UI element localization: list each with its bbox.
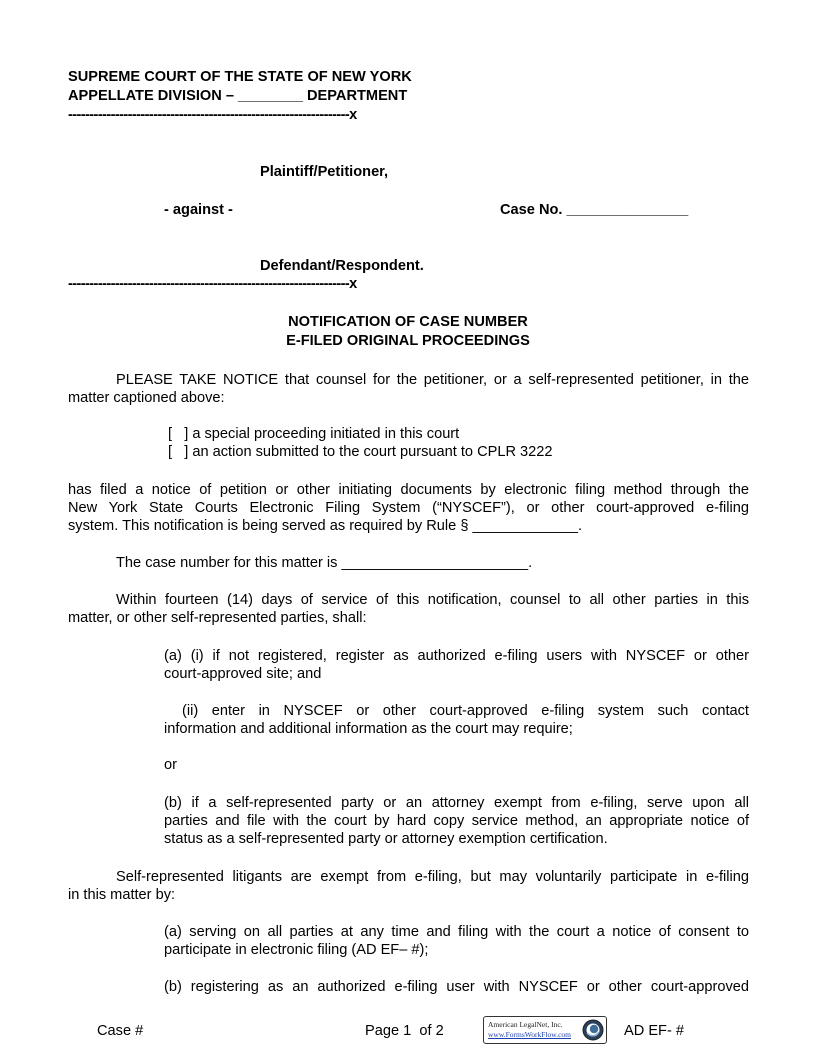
- against-label: - against -: [164, 202, 233, 218]
- item-line: participate in electronic filing (AD EF– #);: [164, 942, 429, 958]
- filing-paragraph-line: New York State Courts Electronic Filing System (“NYSCEF”), or other court-approved e-filing: [68, 500, 749, 516]
- department-line: APPELLATE DIVISION – ________ DEPARTMENT: [68, 88, 408, 104]
- paragraph-line: matter, or other self-represented parties, shall:: [68, 610, 367, 626]
- logo-company-name: American LegalNet, Inc.: [488, 1020, 563, 1029]
- footer-form-id: AD EF- #: [624, 1023, 685, 1039]
- court-name-line: SUPREME COURT OF THE STATE OF NEW YORK: [68, 69, 412, 85]
- item-line: status as a self-represented party or attorney exemption certification.: [164, 831, 608, 847]
- item-line: information and additional information as the court may require;: [164, 721, 573, 737]
- checkbox-special-proceeding[interactable]: [ ] a special proceeding initiated in this court: [168, 426, 460, 442]
- item-a-i: [164, 647, 749, 687]
- item-line: (ii) enter in NYSCEF or other court-approved e-filing system such contact: [182, 703, 749, 719]
- case-number-field: Case No. _______________: [500, 202, 689, 218]
- fourteen-days-paragraph: [68, 591, 749, 631]
- filing-paragraph: [68, 481, 749, 541]
- paragraph-line: in this matter by:: [68, 887, 176, 903]
- item-line: (a) (i) if not registered, register as authorized e-filing users with NYSCEF or other: [164, 648, 749, 664]
- logo-website-link[interactable]: www.FormsWorkFlow.com: [488, 1030, 572, 1039]
- plaintiff-label: Plaintiff/Petitioner,: [260, 164, 389, 180]
- item-b: [164, 794, 749, 854]
- case-number-statement: The case number for this matter is _______________________.: [116, 555, 533, 571]
- footer-page-number: Page 1 of 2: [365, 1023, 444, 1039]
- notice-paragraph: PLEASE TAKE NOTICE that counsel for the petitioner, or a self-represented petitioner, in the matter captioned above:: [68, 372, 749, 407]
- caption-rule-top: ------------------------------------------------------------------x: [68, 107, 357, 123]
- item-line: parties and file with the court by hard copy service method, an appropriate notice of: [164, 813, 749, 829]
- item-a-ii: [164, 702, 749, 742]
- logo-globe-icon: [582, 1019, 604, 1041]
- defendant-label: Defendant/Respondent.: [260, 258, 424, 274]
- or-label: or: [164, 757, 177, 773]
- self-represented-paragraph: [68, 868, 749, 908]
- paragraph-line: Within fourteen (14) days of service of this notification, counsel to all other parties in this: [116, 592, 749, 608]
- item-line: (a) serving on all parties at any time and filing with the court a notice of consent to: [164, 924, 749, 940]
- filing-paragraph-line: has filed a notice of petition or other initiating documents by electronic filing method through the: [68, 482, 749, 498]
- voluntary-item-a: [164, 923, 749, 963]
- checkbox-cplr-action[interactable]: [ ] an action submitted to the court pursuant to CPLR 3222: [168, 444, 553, 460]
- document-title-line2: E-FILED ORIGINAL PROCEEDINGS: [286, 333, 530, 349]
- voluntary-item-b: [164, 978, 749, 998]
- footer-case-number: Case #: [97, 1023, 144, 1039]
- document-title-line1: NOTIFICATION OF CASE NUMBER: [288, 314, 528, 330]
- filing-paragraph-line: system. This notification is being served as required by Rule § _____________.: [68, 518, 583, 534]
- legalnet-logo[interactable]: [483, 1016, 607, 1044]
- caption-rule-bottom: ------------------------------------------------------------------x: [68, 276, 357, 292]
- item-line: (b) if a self-represented party or an attorney exempt from e-filing, serve upon all: [164, 795, 749, 811]
- paragraph-line: Self-represented litigants are exempt from e-filing, but may voluntarily participate in e-filing: [116, 869, 749, 885]
- item-line: (b) registering as an authorized e-filing user with NYSCEF or other court-approved: [164, 979, 749, 995]
- item-line: court-approved site; and: [164, 666, 322, 682]
